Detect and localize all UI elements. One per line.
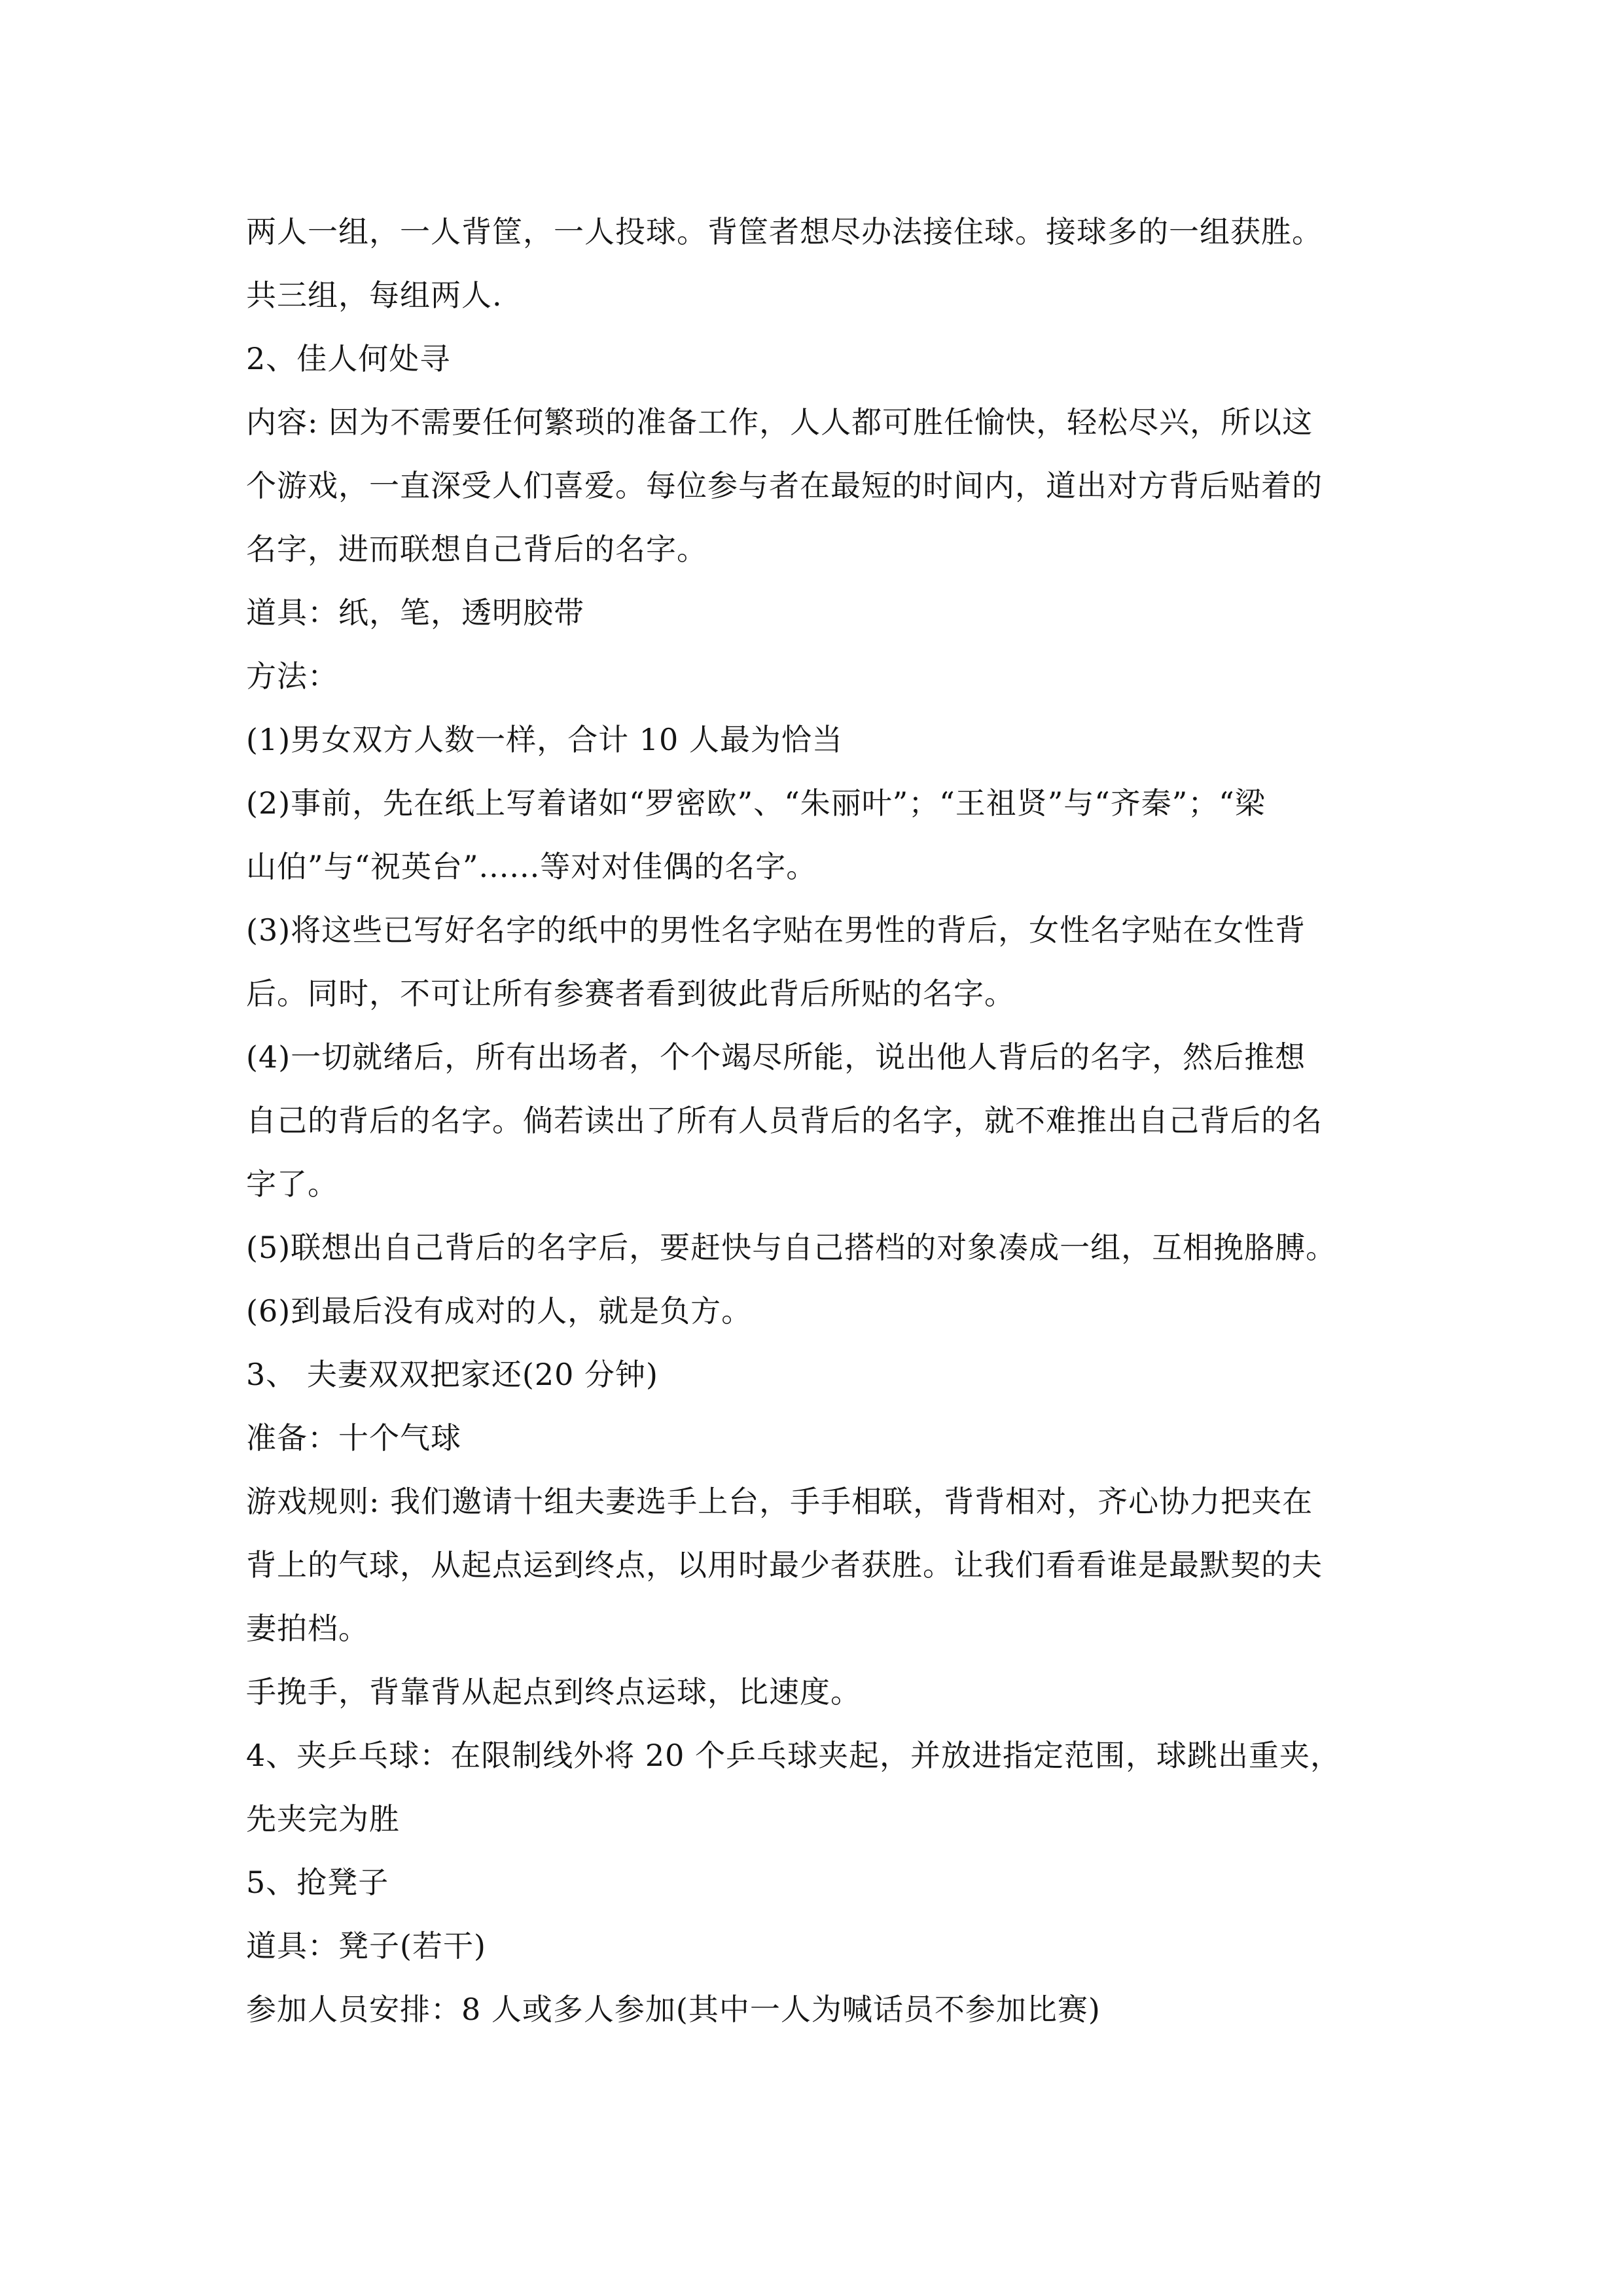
text-line: 山伯”与“祝英台”......等对对佳偶的名字。	[246, 849, 817, 884]
list-item: (2)事前，先在纸上写着诸如“罗密欧”、“朱丽叶”；“王祖贤”与“齐秦”；“梁	[246, 785, 1266, 821]
text-line: 准备：十个气球	[246, 1420, 461, 1456]
text-line: 方法：	[246, 658, 338, 694]
text-line: 先夹完为胜	[246, 1801, 400, 1837]
text-line: 后。同时，不可让所有参赛者看到彼此背后所贴的名字。	[246, 976, 1015, 1011]
list-item: (4)一切就绪后，所有出场者，个个竭尽所能，说出他人背后的名字，然后推想	[246, 1039, 1306, 1075]
text-line: 字了。	[246, 1166, 338, 1202]
text-line: 参加人员安排：8 人或多人参加(其中一人为喊话员不参加比赛)	[246, 1992, 1101, 2027]
text-line: 道具：凳子(若干)	[246, 1928, 486, 1964]
text-line: 手挽手，背靠背从起点到终点运球，比速度。	[246, 1674, 861, 1710]
document-body	[246, 200, 1391, 2041]
text-line: 内容: 因为不需要任何繁琐的准备工作，人人都可胜任愉快，轻松尽兴，所以这	[246, 404, 1313, 440]
section-heading: 3、 夫妻双双把家还(20 分钟)	[246, 1357, 658, 1392]
list-item: (3)将这些已写好名字的纸中的男性名字贴在男性的背后，女性名字贴在女性背	[246, 912, 1306, 948]
text-line: 共三组，每组两人.	[246, 278, 503, 313]
text-line: 道具：纸，笔，透明胶带	[246, 595, 584, 630]
section-heading: 5、抢凳子	[246, 1865, 389, 1900]
text-line: 背上的气球，从起点运到终点，以用时最少者获胜。让我们看看谁是最默契的夫	[246, 1547, 1323, 1583]
section-heading: 2、佳人何处寻	[246, 341, 451, 376]
text-line: 个游戏，一直深受人们喜爱。每位参与者在最短的时间内，道出对方背后贴着的	[246, 468, 1323, 503]
text-line: 妻拍档。	[246, 1611, 369, 1646]
text-line: 自己的背后的名字。倘若读出了所有人员背后的名字，就不难推出自己背后的名	[246, 1103, 1323, 1138]
text-line: 两人一组，一人背筐，一人投球。背筐者想尽办法接住球。接球多的一组获胜。	[246, 214, 1323, 249]
section-heading: 4、夹乒乓球：在限制线外将 20 个乒乓球夹起，并放进指定范围，球跳出重夹，	[246, 1738, 1342, 1773]
list-item: (5)联想出自己背后的名字后，要赶快与自己搭档的对象凑成一组，互相挽胳膊。	[246, 1230, 1337, 1265]
text-line: 游戏规则: 我们邀请十组夫妻选手上台，手手相联，背背相对，齐心协力把夹在	[246, 1484, 1313, 1519]
list-item: (6)到最后没有成对的人，就是负方。	[246, 1293, 753, 1329]
list-item: (1)男女双方人数一样，合计 10 人最为恰当	[246, 722, 843, 757]
text-line: 名字，进而联想自己背后的名字。	[246, 531, 707, 567]
